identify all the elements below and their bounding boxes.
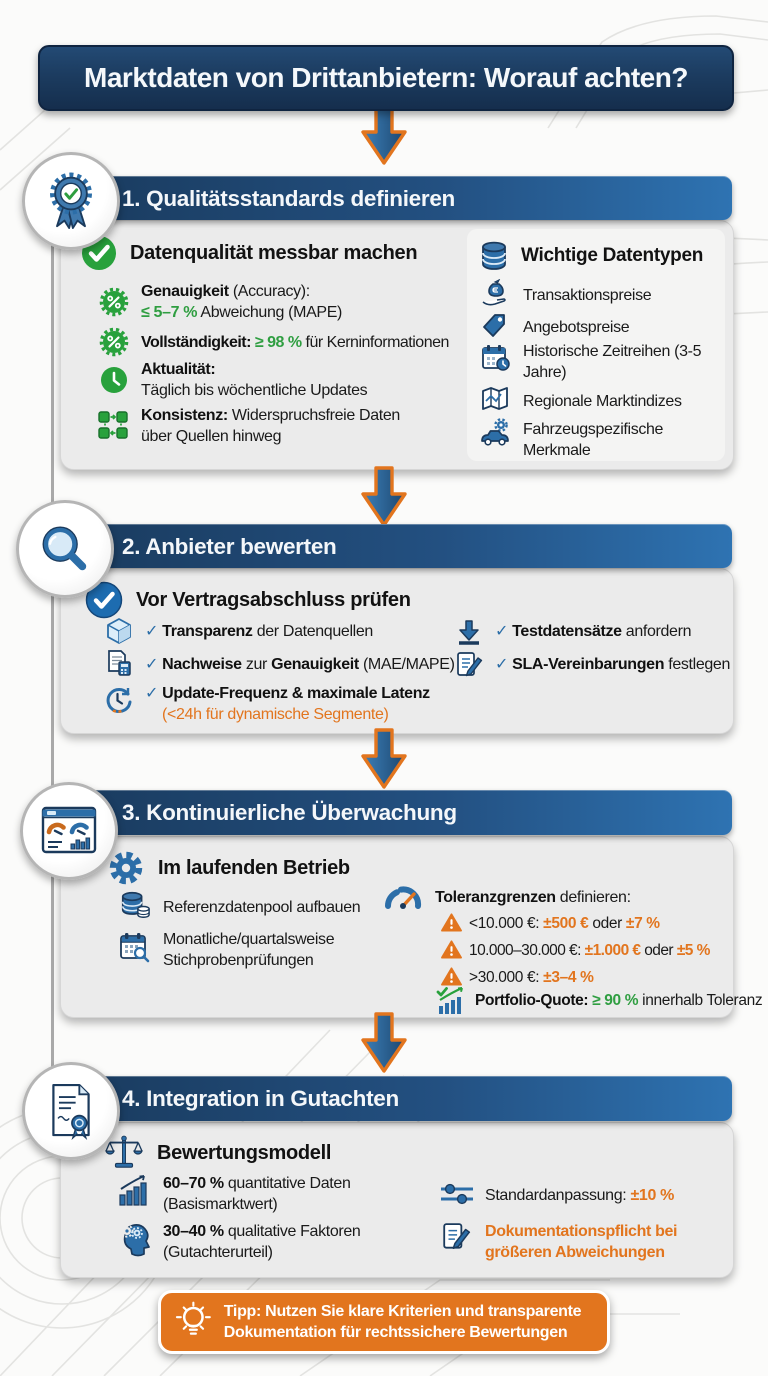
check-accuracy-proof: ✓ Nachweise zur Genauigkeit (MAE/MAPE): [145, 656, 455, 673]
check-sla: ✓ SLA-Vereinbarungen festlegen: [495, 656, 731, 673]
percent-badge-icon: [99, 327, 129, 357]
award-badge-icon: [43, 170, 99, 232]
doc-pen-icon: [441, 1221, 471, 1253]
consistency-icon: [97, 409, 129, 441]
tip-banner: [158, 1290, 610, 1354]
doc-pen-icon: [455, 651, 483, 679]
title-banner: [38, 45, 734, 111]
operations-heading: Im laufenden Betrieb: [158, 856, 350, 879]
down-arrow-icon: [356, 466, 412, 528]
section3-badge-circle: [20, 782, 118, 880]
clock-icon: [99, 365, 129, 395]
bar-growth-icon: [117, 1173, 151, 1207]
tolerance-row: 10.000–30.000 €: ±1.000 € oder ±5 %: [469, 942, 710, 959]
datatype-item: Transaktionspreise: [523, 287, 652, 304]
tolerance-row: <10.000 €: ±500 € oder ±7 %: [469, 915, 660, 932]
database-icon: [119, 889, 151, 921]
cube-icon: [105, 617, 133, 645]
documentation-duty: Dokumentationspflicht bei größeren Abweichungen: [485, 1223, 678, 1261]
section1-header: [88, 176, 732, 220]
section2-badge-circle: [16, 500, 114, 598]
datatype-item: Regionale Marktindizes: [523, 393, 682, 410]
datatype-item: Fahrzeugspezifische Merkmale: [523, 421, 664, 459]
valuation-model-heading: Bewertungsmodell: [157, 1141, 332, 1164]
monitoring-item: Monatliche/quartalsweise Stichprobenprüfungen: [163, 931, 335, 969]
gauge-icon: [383, 881, 423, 911]
check-update-frequency: ✓ Update-Frequenz & maximale Latenz (<24h für dynamische Segmente): [145, 685, 430, 723]
datatypes-heading: Wichtige Datentypen: [521, 245, 704, 266]
datatypes-panel: [467, 229, 725, 461]
criterion-timeliness: Aktualität: Täglich bis wöchentliche Updates: [141, 361, 368, 399]
section1-box: [60, 220, 734, 470]
down-arrow-icon: [356, 104, 412, 166]
section3-box: [60, 836, 763, 1018]
percent-badge-icon: [99, 287, 129, 317]
datatype-item: Angebotspreise: [523, 319, 630, 336]
magnifier-icon: [38, 522, 92, 576]
section4-box: [60, 1122, 734, 1278]
tip-text: Tipp: Nutzen Sie klare Kriterien und transparente Dokumentation für rechtssichere Bewertungen: [223, 1303, 582, 1341]
criterion-accuracy: Genauigkeit (Accuracy): ≤ 5–7 % Abweichung (MAPE): [141, 283, 343, 321]
section4-badge-circle: [22, 1062, 120, 1160]
check-test-data: ✓ Testdatensätze anfordern: [495, 623, 692, 640]
section4-title: 4. Integration in Gutachten: [122, 1086, 399, 1111]
warning-icon: [441, 967, 462, 986]
price-tag-icon: [481, 311, 509, 339]
criterion-consistency: Konsistenz: Widerspruchsfreie Daten über Quellen hinweg: [141, 407, 400, 445]
down-arrow-icon: [356, 728, 412, 790]
chart-check-icon: [435, 985, 467, 1015]
section1-title: 1. Qualitätsstandards definieren: [122, 185, 455, 211]
download-icon: [455, 619, 483, 647]
section4-header: [88, 1076, 732, 1121]
page-title: Marktdaten von Drittanbietern: Worauf achten?: [84, 62, 688, 93]
criterion-completeness: Vollständigkeit: ≥ 98 % für Kerninformationen: [141, 334, 449, 351]
warning-icon: [441, 940, 462, 959]
section3-header: [88, 790, 732, 835]
section2-title: 2. Anbieter bewerten: [122, 533, 337, 559]
qualitative-item: 30–40 % qualitative Faktoren (Gutachterurteil): [163, 1223, 361, 1261]
map-icon: [481, 385, 509, 413]
doc-calculator-icon: [105, 649, 133, 677]
section2-header: [88, 524, 732, 568]
head-gears-icon: [117, 1221, 151, 1257]
lightbulb-icon: [175, 1300, 212, 1344]
tolerance-row: >30.000 €: ±3–4 %: [469, 969, 594, 986]
portfolio-quote: Portfolio-Quote: ≥ 90 % innerhalb Toleranz: [475, 992, 763, 1009]
section2-box: [60, 568, 734, 734]
database-icon: [477, 239, 511, 273]
calendar-search-icon: [119, 931, 151, 963]
quantitative-item: 60–70 % quantitative Daten (Basismarktwert): [163, 1175, 351, 1213]
warning-icon: [441, 913, 462, 932]
precontract-heading: Vor Vertragsabschluss prüfen: [136, 588, 411, 611]
certificate-icon: [46, 1082, 96, 1140]
down-arrow-icon: [356, 1012, 412, 1074]
money-hand-icon: [481, 279, 509, 307]
dashboard-icon: [40, 805, 98, 857]
timeline-connector-line: [51, 210, 54, 1110]
gear-icon: [107, 849, 145, 887]
standard-adjustment: Standardanpassung: ±10 %: [485, 1187, 674, 1204]
car-gear-icon: [479, 417, 511, 449]
clock-refresh-icon: [103, 685, 133, 715]
section3-title: 3. Kontinuierliche Überwachung: [122, 800, 457, 825]
scales-icon: [105, 1135, 143, 1171]
monitoring-item: Referenzdatenpool aufbauen: [163, 899, 361, 916]
sliders-icon: [439, 1181, 475, 1207]
tolerance-heading: Toleranzgrenzen definieren:: [435, 889, 631, 906]
check-transparency: ✓ Transparenz der Datenquellen: [145, 623, 373, 640]
section1-badge-circle: [22, 152, 120, 250]
datatype-item: Historische Zeitreihen (3-5 Jahre): [523, 343, 702, 381]
quality-heading: Datenqualität messbar machen: [130, 241, 418, 264]
calendar-clock-icon: [481, 343, 511, 373]
